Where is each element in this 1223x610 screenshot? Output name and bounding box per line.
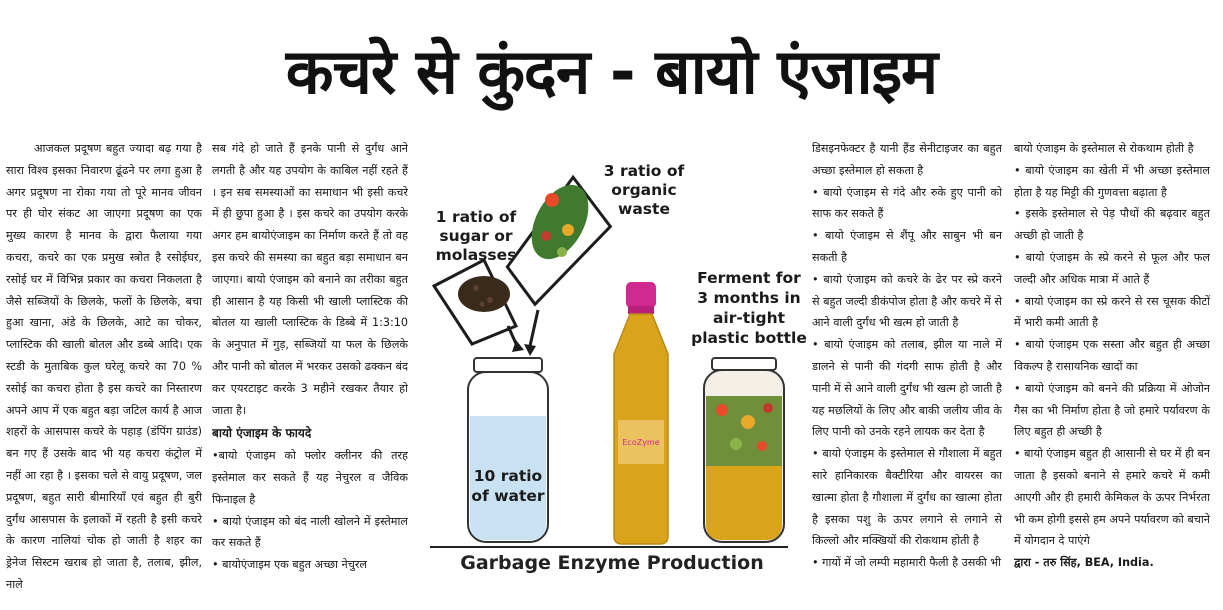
author-signature: द्वारा - तरु सिंह, BEA, India.: [1014, 556, 1154, 570]
benefit-item: • बायो एंजाइम के इस्तेमाल से गौशाला में बहुत सारे हानिकारक बैक्टीरिया और वायरस का खात्मा होता है गौशाला में दुर्गंध का खात्मा होता है इसका पशु के ऊपर लगाने से लगाने से किल्लो और मक्खियों की रोकथाम होती है: [812, 447, 1002, 548]
water-jar-icon: [468, 358, 548, 542]
benefit-item: • बायो एंजाइम का स्प्रे करने से रस चूसक कीटों में भारी कमी आती है: [1014, 294, 1210, 330]
arrow-icon: [508, 326, 524, 352]
benefit-item: • बायो एंजाइम को बनने की प्रक्रिया में ओजोन गैस का भी निर्माण होता है जो हमारे पर्यावरण के लिए बहुत ही अच्छी है: [1014, 381, 1210, 439]
organic-ratio-label: 3 ratio of organic waste: [603, 162, 685, 218]
benefit-item: • बायो एंजाइम को कचरे के ढेर पर स्प्रे करने से बहुत जल्दी डीकंपोज होता है और कचरे में से आने वाली दुर्गंध भी खत्म हो जाती है: [812, 272, 1002, 330]
article-paragraph: सब गंदे हो जाते हैं इनके पानी से दुर्गंध आने लगती है और यह उपयोग के काबिल नहीं रहते हैं । इन सब समस्याओं का समाधान भी इसी कचरे में ही छुपा हुआ है । इस कचरे का उपयोग करके अगर हम बायोएंजाइम का निर्माण करते हैं तो वह इस कचरे की समस्या का बहुत बड़ा समाधान बन जाएगा। बायो एंजाइम को बनाने का तरीका बहुत ही आसान है यह किसी भी खाली प्लास्टिक की बोतल या खाली प्लास्टिक के डिब्बे में 1:3:10 के अनुपात में गुड़, सब्जियों या फल के छिलके और पानी को बोतल में भरकर उसको ढक्कन बंद कर एयरटाइट करके 3 महीने रखकर तैयार हो जाता है।: [212, 142, 408, 417]
sugar-ratio-label: 1 ratio of sugar or molasses: [435, 208, 517, 264]
benefit-item: • बायो एंजाइम को बंद नाली खोलने में इस्तेमाल कर सकते हैं: [212, 514, 408, 550]
benefit-item: • इसके इस्तेमाल से पेड़ पौधों की बढ़वार बहुत अच्छी हो जाती है: [1014, 207, 1210, 243]
article-paragraph: आजकल प्रदूषण बहुत ज्यादा बढ़ गया है सारा विश्व इसका निवारण ढूंढने पर लगा हुआ है अगर प्रदूषण ना रोका गया तो पूरे मानव जीवन पर ही घोर संकट आ जाएगा प्रदूषण का एक मुख्य कारण है मानव के द्वारा फैलाया गया कचरा, कचरे का एक प्रमुख स्त्रोत है रसोईघर, रसोई घर में विभिन्न प्रकार का कचरा निकलता है जैसे सब्जियों के छिलके, फलों के छिलके, बचा हुआ खाना, अंडे के छिलके, आटे का चोकर, प्लास्टिक की खाली बोतल और डब्बे आदि। एक स्टडी के मुताबिक कुल घरेलू कचरे का 70 % रसोई का कचरा होता है इस कचरे का निस्तारण अपने आप में एक बहुत बड़ा जटिल कार्य है आज शहरों के आसपास कचरे के पहाड़ (डंपिंग ग्राउंड) बन गए हैं उसके बाद भी यह कचरा कंट्रोल में नहीं आ रहा है । इसका चले से वायु प्रदूषण, जल प्रदूषण, बहुत सारी बीमारियाँ एवं बहुत ही बुरी दुर्गंध आसपास के इलाकों में रहती है इसी कचरे के कारण नालियां चोक हो जाती है शहर का ड्रेनेज सिस्टम खराब हो जाता है, तलाब, झील, नाले: [6, 142, 202, 591]
water-ratio-label: 10 ratio of water: [471, 467, 545, 505]
benefit-item: • बायो एंजाइम से शैंपू और साबुन भी बन सकती है: [812, 229, 1002, 264]
benefit-item: • गायों में जो लम्पी महामारी फैली है उसकी भी: [812, 556, 1002, 570]
benefits-heading: बायो एंजाइम के फायदे: [212, 426, 312, 441]
benefit-item: • बायो एंजाइम को तलाब, झील या नाले में डालने से पानी की गंदगी साफ होती है और पानी में से आने वाली दुर्गंध भी खत्म हो जाती है यह मछलियों के लिए और बाकी जलीय जीव के लिए पानी को उनके रहने लायक कर देता है: [812, 338, 1002, 439]
enzyme-infographic: [412, 140, 808, 610]
article-column-2: [212, 138, 408, 610]
benefit-item: डिसइनफेक्टर है यानी हैंड सेनीटाइजर का बहुत अच्छा इस्तेमाल हो सकता है: [812, 142, 1002, 177]
molasses-bowl-icon: [434, 260, 516, 344]
infographic-caption: Garbage Enzyme Production: [460, 552, 764, 574]
benefit-item: • बायो एंजाइम का खेती में भी अच्छा इस्तेमाल होता है यह मिट्टी की गुणवत्ता बढ़ाता है: [1014, 163, 1210, 199]
enzyme-bottle-icon: [614, 282, 668, 544]
ferment-jar-icon: [704, 358, 784, 542]
benefit-item: • बायो एंजाइम के स्प्रे करने से फूल और फल जल्दी और अधिक मात्रा में आते हैं: [1014, 250, 1210, 286]
benefit-item: • बायो एंजाइम एक सस्ता और बहुत ही अच्छा विकल्प है रासायनिक खादों का: [1014, 338, 1210, 373]
article-column-1: [6, 138, 202, 610]
benefit-item: •बायो एंजाइम को फ्लोर क्लीनर की तरह इस्तेमाल कर सकते हैं यह नेचुरल व जैविक फिनाइल है: [212, 449, 408, 506]
benefit-item: • बायो एंजाइम से गंदे और रुके हुए पानी को साफ कर सकते हैं: [812, 185, 1002, 221]
article-column-3: [812, 138, 1002, 610]
headline: कचरे से कुंदन - बायो एंजाइम: [285, 35, 938, 108]
ferment-label: Ferment for 3 months in air-tight plastic bottle: [691, 269, 807, 347]
benefit-item: • बायो एंजाइम बहुत ही आसानी से घर में ही बन जाता है इसको बनाने से हमारे कचरे में कमी आएगी और ही हमारी केमिकल के ऊपर निर्भरता भी कम होगी इससे हम अपने पर्यावरण को बचाने में योगदान दे पाएंगे: [1014, 447, 1210, 548]
bottle-brand-label: EcoZyme: [622, 438, 660, 447]
benefit-item: बायो एंजाइम के इस्तेमाल से रोकथाम होती है: [1014, 142, 1194, 155]
arrow-icon: [524, 310, 538, 356]
article-column-4: [1014, 138, 1210, 610]
benefit-item: • बायोएंजाइम एक बहुत अच्छा नेचुरल: [212, 558, 367, 572]
